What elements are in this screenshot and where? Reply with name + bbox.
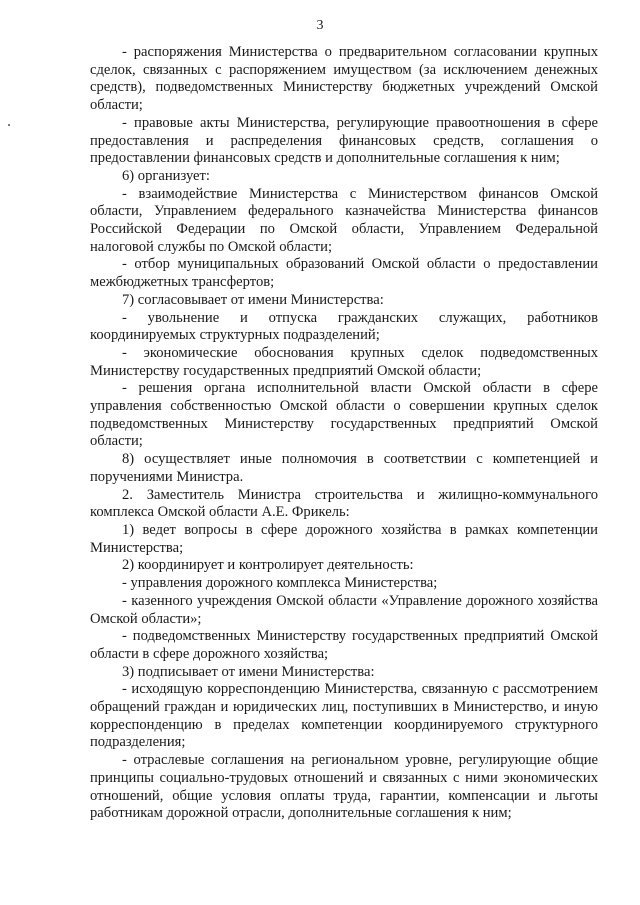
paragraph: - решения органа исполнительной власти Омской области в сфере управления собственностью Омской области о совершении крупных сделок подведомственных Министерству государственных предприятий Омской области; [90, 380, 598, 450]
paragraph: - правовые акты Министерства, регулирующие правоотношения в сфере предоставления и распределения финансовых средств, соглашения о предоставлении финансовых средств и дополнительные соглашения к ним; [90, 114, 598, 167]
paragraph: 2. Заместитель Министра строительства и жилищно-коммунального комплекса Омской области А.Е. Фрикель: [90, 486, 598, 521]
paragraph: - управления дорожного комплекса Министерства; [122, 575, 438, 592]
paragraph: - взаимодействие Министерства с Министерством финансов Омской области, Управлением федерального казначейства Министерства финансов Российской Федерации по Омской области, Управлением Федеральной налоговой службы по Омской области; [90, 185, 598, 255]
paragraph: 1) ведет вопросы в сфере дорожного хозяйства в рамках компетенции Министерства; [90, 521, 598, 556]
paragraph: - отбор муниципальных образований Омской области о предоставлении межбюджетных трансфертов; [90, 256, 598, 291]
paragraph: 3) подписывает от имени Министерства: [122, 663, 375, 680]
paragraph: - казенного учреждения Омской области «Управление дорожного хозяйства Омской области»; [90, 592, 598, 627]
paragraph: - увольнение и отпуска гражданских служащих, работников координируемых структурных подразделений; [90, 309, 598, 344]
paragraph: 2) координирует и контролирует деятельность: [122, 557, 414, 574]
paragraph: - отраслевые соглашения на региональном уровне, регулирующие общие принципы социально-трудовых отношений и связанных с ними экономических отношений, общие условия оплаты труда, гарантии, компенсации и льготы работникам дорожной отрасли, дополнительные соглашения к ним; [90, 752, 598, 822]
paragraph: - исходящую корреспонденцию Министерства, связанную с рассмотрением обращений граждан и юридических лиц, поступивших в Министерство, и иную корреспонденцию в пределах компетенции координируемого структурного подразделения; [90, 681, 598, 751]
paragraph: - подведомственных Министерству государственных предприятий Омской области в сфере дорожного хозяйства; [90, 628, 598, 662]
document-body [90, 44, 598, 823]
paragraph: - распоряжения Министерства о предварительном согласовании крупных сделок, связанных с распоряжением имуществом (за исключением денежных средств), подведомственных Министерству бюджетных учреждений Омской области; [90, 44, 598, 114]
margin-mark [8, 124, 10, 126]
paragraph: 6) организует: [122, 167, 210, 184]
paragraph: 8) осуществляет иные полномочия в соответствии с компетенцией и поручениями Министра. [90, 451, 598, 485]
paragraph: 7) согласовывает от имени Министерства: [122, 291, 384, 308]
paragraph: - экономические обоснования крупных сделок подведомственных Министерству государственных предприятий Омской области; [90, 344, 598, 379]
page-number: 3 [316, 18, 324, 33]
